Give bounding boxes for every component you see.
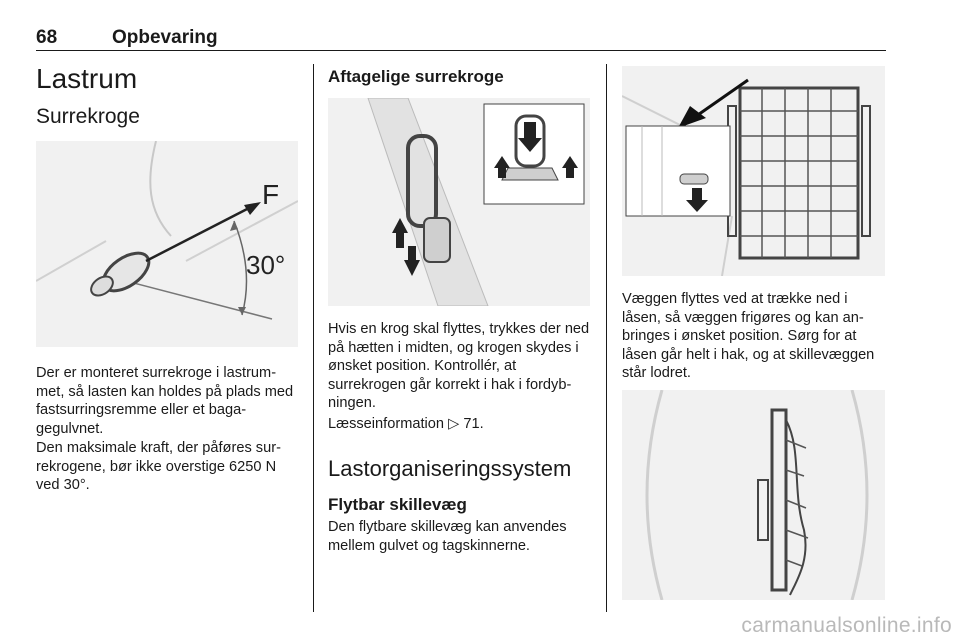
column-divider-2: [606, 64, 607, 612]
force-label: F: [262, 179, 280, 210]
page-reference-icon: ▷: [448, 416, 460, 432]
section-title-cargo-system: Lastorganiseringssystem: [328, 456, 572, 481]
figure-removable-hook: [328, 98, 590, 306]
subsection-title-surrekroge: Surrekroge: [36, 105, 140, 128]
figure-partition-net: [622, 66, 885, 276]
col3-paragraph-1: Væggen flyttes ved at trække ned i låsen, så væggen frigøres og kan anbringes i ønsket position. Sørg for at låsen går helt i hak, og at skillevæggen står lodret.: [622, 291, 875, 381]
page-number: 68: [36, 27, 58, 48]
angle-label: 30°: [246, 250, 286, 280]
col2-paragraph-1: Hvis en krog skal flyttes, trykkes der ned på hætten i midten, og krogen skydes i ønsket position. Kontrollér, at surrekrogen går korrekt i hak i fordybningen.: [328, 321, 590, 411]
col2-paragraph-2: Læsseinformation ▷ 71.: [328, 416, 484, 432]
chapter-title: Opbevaring: [112, 27, 218, 48]
subsection-title-partition: Flytbar skillevæg: [328, 495, 467, 514]
column-divider-1: [313, 64, 314, 612]
page-reference-link[interactable]: 71: [463, 416, 480, 432]
figure-partition-folded: [622, 390, 885, 600]
col1-paragraph-2: Den maksimale kraft, der påføres surrekrogene, bør ikke overstige 6250 N ved 30°.: [36, 440, 281, 493]
section-title-lastrum: Lastrum: [36, 63, 138, 94]
col2-paragraph-3: Den flytbare skillevæg kan anvendes mellem gulvet og tagskinnerne.: [328, 519, 567, 554]
heading-removable-hooks: Aftagelige surrekroge: [328, 67, 504, 86]
figure-lashing-ring: [36, 141, 298, 347]
col1-paragraph-1: Der er monteret surrekroge i lastrummet, så lasten kan holdes på plads med fastsurringsremme eller et bagagegulvnet.: [36, 365, 294, 437]
watermark: carmanualsonline.info: [741, 614, 952, 637]
header-rule: [36, 50, 886, 51]
